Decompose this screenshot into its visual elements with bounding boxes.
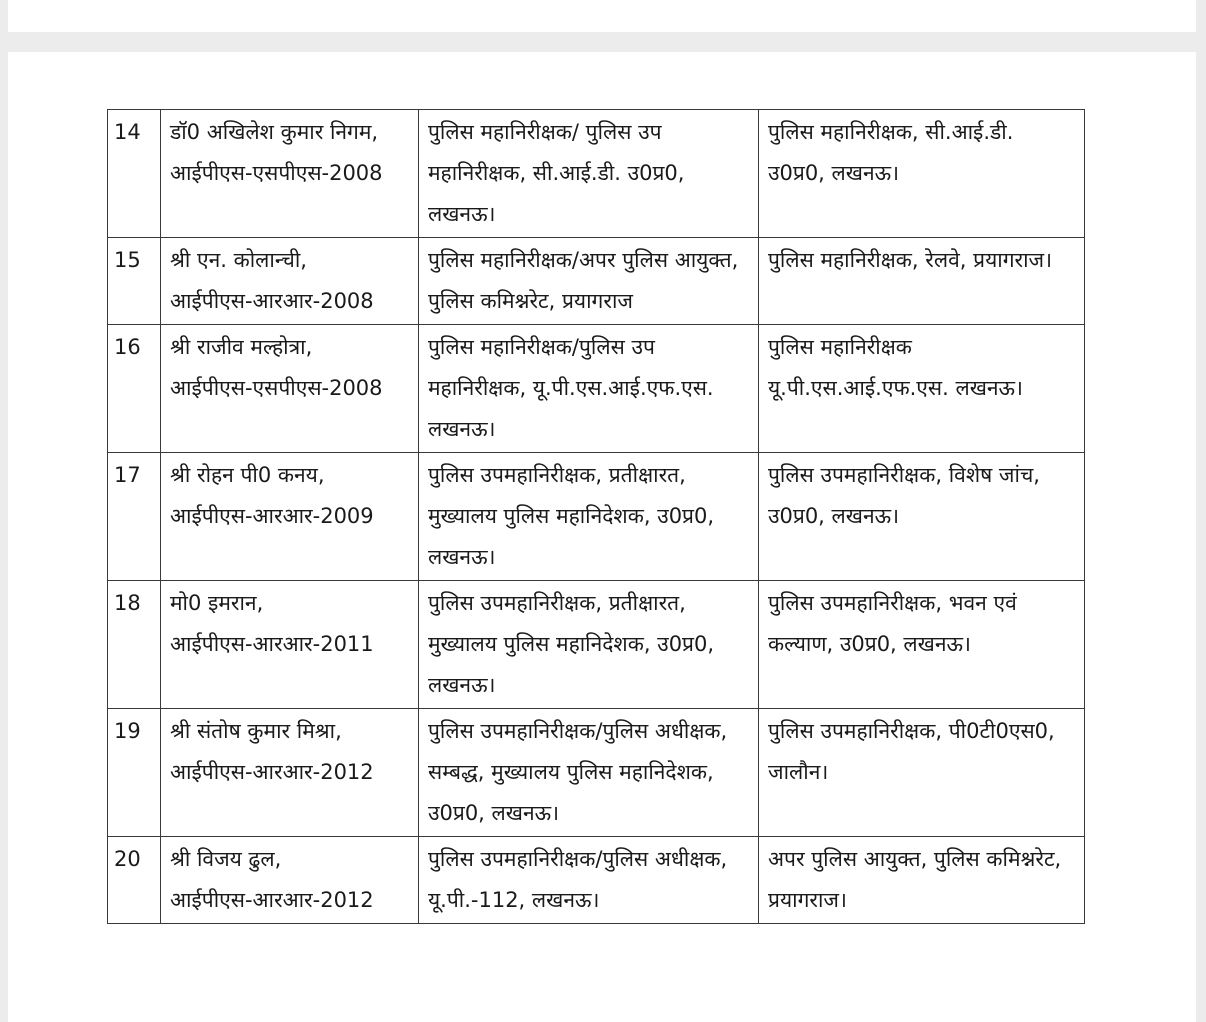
current-post: पुलिस उपमहानिरीक्षक, प्रतीक्षारत, मुख्यालय पुलिस महानिदेशक, उ0प्र0, लखनऊ। bbox=[419, 453, 759, 581]
table-row bbox=[108, 837, 1085, 924]
current-post: पुलिस महानिरीक्षक/अपर पुलिस आयुक्त, पुलिस कमिश्नरेट, प्रयागराज bbox=[419, 238, 759, 325]
officer-cell bbox=[161, 453, 419, 581]
new-post: पुलिस महानिरीक्षक, रेलवे, प्रयागराज। bbox=[759, 238, 1085, 325]
officer-cell bbox=[161, 325, 419, 453]
new-post: पुलिस महानिरीक्षक यू.पी.एस.आई.एफ.एस. लखनऊ। bbox=[759, 325, 1085, 453]
officer-batch: आईपीएस-आरआर-2008 bbox=[170, 289, 374, 313]
officer-cell bbox=[161, 709, 419, 837]
officer-name: डॉ0 अखिलेश कुमार निगम, bbox=[170, 120, 379, 144]
officer-batch: आईपीएस-आरआर-2009 bbox=[170, 504, 374, 528]
serial-number: 20 bbox=[108, 837, 161, 924]
serial-number: 16 bbox=[108, 325, 161, 453]
officer-cell bbox=[161, 110, 419, 238]
officer-batch: आईपीएस-आरआर-2012 bbox=[170, 760, 374, 784]
officer-batch: आईपीएस-आरआर-2012 bbox=[170, 888, 374, 912]
table-row bbox=[108, 453, 1085, 581]
officer-batch: आईपीएस-एसपीएस-2008 bbox=[170, 376, 383, 400]
new-post: पुलिस उपमहानिरीक्षक, भवन एवं कल्याण, उ0प्र0, लखनऊ। bbox=[759, 581, 1085, 709]
serial-number: 18 bbox=[108, 581, 161, 709]
table-row bbox=[108, 325, 1085, 453]
table-row bbox=[108, 581, 1085, 709]
officer-name: श्री राजीव मल्होत्रा, bbox=[170, 335, 313, 359]
serial-number: 19 bbox=[108, 709, 161, 837]
officer-cell bbox=[161, 837, 419, 924]
new-post: पुलिस महानिरीक्षक, सी.आई.डी. उ0प्र0, लखनऊ। bbox=[759, 110, 1085, 238]
serial-number: 17 bbox=[108, 453, 161, 581]
table-row bbox=[108, 238, 1085, 325]
new-post: पुलिस उपमहानिरीक्षक, पी0टी0एस0, जालौन। bbox=[759, 709, 1085, 837]
current-post: पुलिस उपमहानिरीक्षक, प्रतीक्षारत, मुख्यालय पुलिस महानिदेशक, उ0प्र0, लखनऊ। bbox=[419, 581, 759, 709]
officer-batch: आईपीएस-एसपीएस-2008 bbox=[170, 161, 383, 185]
table-row bbox=[108, 709, 1085, 837]
new-post: अपर पुलिस आयुक्त, पुलिस कमिश्नरेट, प्रयागराज। bbox=[759, 837, 1085, 924]
transfer-table bbox=[107, 109, 1085, 924]
serial-number: 15 bbox=[108, 238, 161, 325]
current-post: पुलिस उपमहानिरीक्षक/पुलिस अधीक्षक, सम्बद्ध, मुख्यालय पुलिस महानिदेशक, उ0प्र0, लखनऊ। bbox=[419, 709, 759, 837]
officer-name: मो0 इमरान, bbox=[170, 591, 264, 615]
officer-name: श्री विजय ढुल, bbox=[170, 847, 282, 871]
current-post: पुलिस महानिरीक्षक/ पुलिस उप महानिरीक्षक, सी.आई.डी. उ0प्र0, लखनऊ। bbox=[419, 110, 759, 238]
officer-name: श्री संतोष कुमार मिश्रा, bbox=[170, 719, 342, 743]
officer-batch: आईपीएस-आरआर-2011 bbox=[170, 632, 374, 656]
current-post: पुलिस उपमहानिरीक्षक/पुलिस अधीक्षक, यू.पी.-112, लखनऊ। bbox=[419, 837, 759, 924]
previous-page-edge bbox=[8, 0, 1196, 32]
officer-name: श्री रोहन पी0 कनय, bbox=[170, 463, 325, 487]
officer-cell bbox=[161, 581, 419, 709]
officer-name: श्री एन. कोलान्ची, bbox=[170, 248, 307, 272]
new-post: पुलिस उपमहानिरीक्षक, विशेष जांच, उ0प्र0, लखनऊ। bbox=[759, 453, 1085, 581]
document-page bbox=[8, 52, 1196, 1022]
current-post: पुलिस महानिरीक्षक/पुलिस उप महानिरीक्षक, यू.पी.एस.आई.एफ.एस. लखनऊ। bbox=[419, 325, 759, 453]
table-row bbox=[108, 110, 1085, 238]
serial-number: 14 bbox=[108, 110, 161, 238]
officer-cell bbox=[161, 238, 419, 325]
